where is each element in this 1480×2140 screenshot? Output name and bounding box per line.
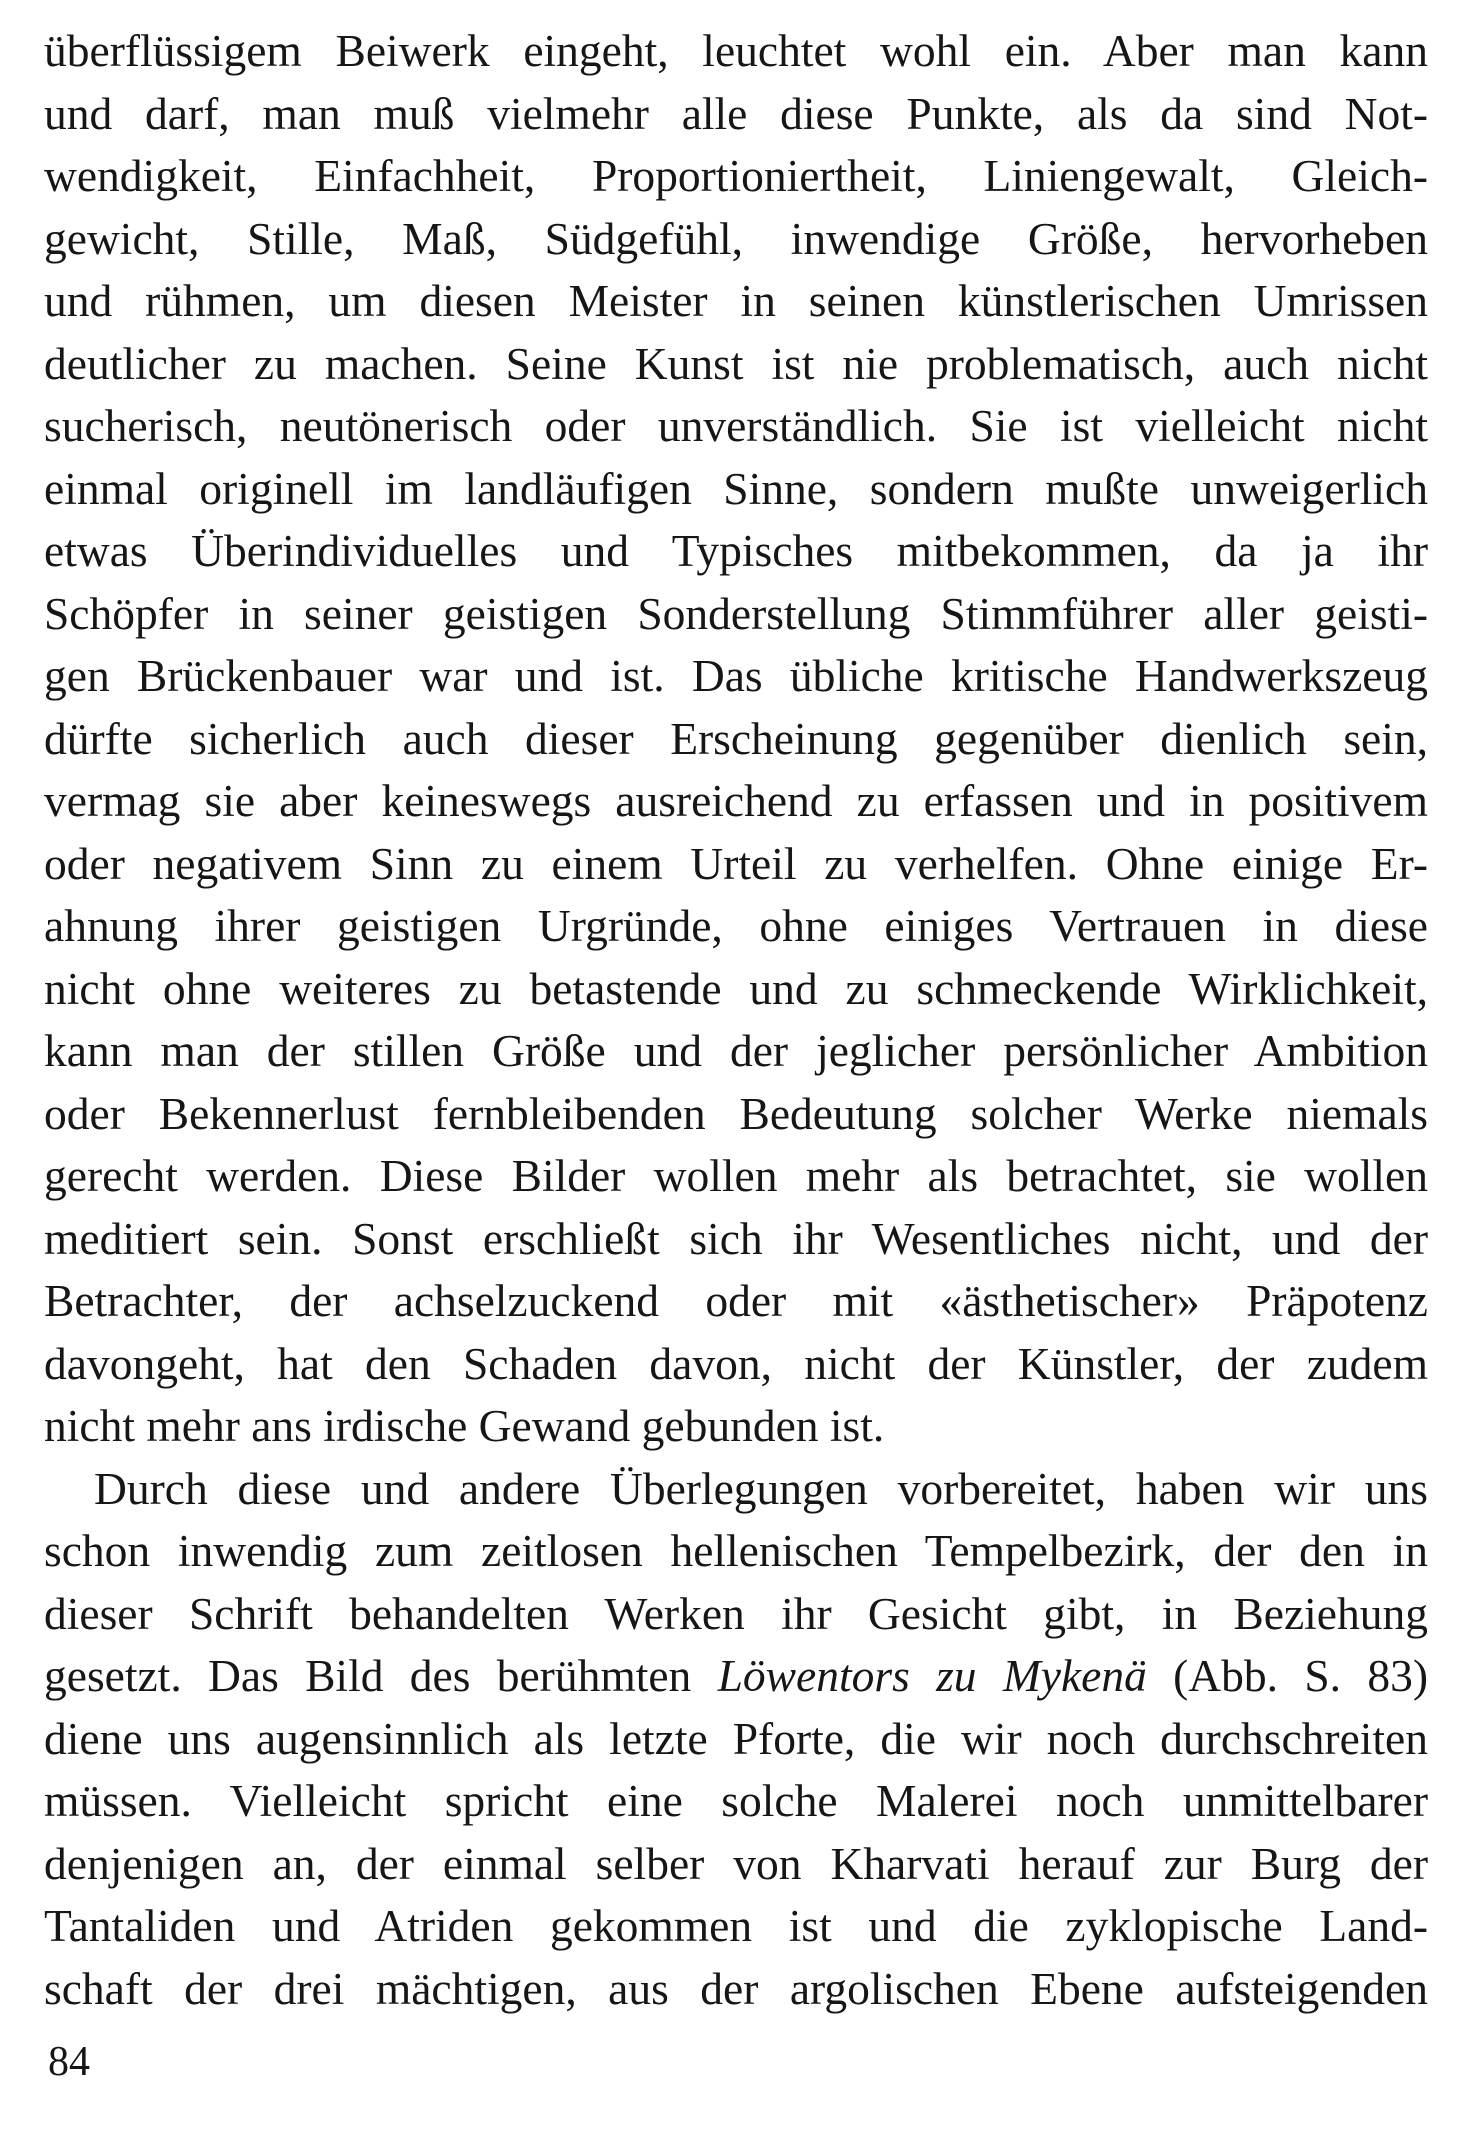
- italic-title: Löwentors zu Mykenä: [717, 1650, 1147, 1701]
- paragraph-2: [44, 1458, 1428, 2021]
- text-line: müssen. Vielleicht spricht eine solche Malerei noch unmittelbarer: [44, 1775, 1428, 1826]
- text-line: schon inwendig zum zeitlosen hellenischen Tempelbezirk, der den in: [44, 1525, 1428, 1576]
- text-line: kann man der stillen Größe und der jeglicher persönlicher Ambition: [44, 1025, 1428, 1076]
- paragraph-1: [44, 20, 1428, 1458]
- text-line: etwas Überindividuelles und Typisches mitbekommen, da ja ihr: [44, 525, 1428, 576]
- text-line: sucherisch, neutönerisch oder unverständlich. Sie ist vielleicht nicht: [44, 400, 1428, 451]
- body-text: [44, 20, 1428, 2020]
- text-line: und rühmen, um diesen Meister in seinen künstlerischen Umrissen: [44, 275, 1428, 326]
- text-line: nicht mehr ans irdische Gewand gebunden ist.: [44, 1400, 885, 1451]
- text-line: gen Brückenbauer war und ist. Das übliche kritische Handwerkszeug: [44, 650, 1428, 701]
- text-line: dieser Schrift behandelten Werken ihr Gesicht gibt, in Beziehung: [44, 1587, 1428, 1639]
- text-line: gewicht, Stille, Maß, Südgefühl, inwendige Größe, hervorheben: [44, 212, 1428, 264]
- text-line: dürfte sicherlich auch dieser Erscheinung gegenüber dienlich sein,: [44, 712, 1428, 764]
- text-line: davongeht, hat den Schaden davon, nicht der Künstler, der zudem: [44, 1337, 1428, 1389]
- text-line: gerecht werden. Diese Bilder wollen mehr als betrachtet, sie wollen: [44, 1150, 1428, 1201]
- page-number: 84: [48, 2039, 90, 2085]
- text-line: Tantaliden und Atriden gekommen ist und die zyklopische Land-: [44, 1900, 1428, 1951]
- text-line: einmal originell im landläufigen Sinne, sondern mußte unweigerlich: [44, 462, 1428, 514]
- text-line: deutlicher zu machen. Seine Kunst ist nie problematisch, auch nicht: [44, 337, 1428, 389]
- text-line-with-italic: [44, 1645, 1428, 1708]
- text-line: wendigkeit, Einfachheit, Proportioniertheit, Liniengewalt, Gleich-: [44, 150, 1428, 201]
- text-line: Betrachter, der achselzuckend oder mit «ästhetischer» Präpotenz: [44, 1275, 1428, 1326]
- text-line: und darf, man muß vielmehr alle diese Punkte, als da sind Not-: [44, 87, 1428, 139]
- text-run: gesetzt. Das Bild des berühmten: [44, 1650, 718, 1701]
- text-run: (Abb. S. 83): [1146, 1650, 1428, 1701]
- text-line: nicht ohne weiteres zu betastende und zu schmeckende Wirklichkeit,: [44, 962, 1428, 1014]
- text-line: Durch diese und andere Überlegungen vorbereitet, haben wir uns: [94, 1462, 1428, 1514]
- text-line: denjenigen an, der einmal selber von Kharvati herauf zur Burg der: [44, 1837, 1428, 1889]
- text-line: überflüssigem Beiwerk eingeht, leuchtet wohl ein. Aber man kann: [44, 25, 1428, 76]
- text-line: oder Bekennerlust fernbleibenden Bedeutung solcher Werke niemals: [44, 1087, 1428, 1139]
- text-line: Schöpfer in seiner geistigen Sonderstellung Stimmführer aller geisti-: [44, 587, 1428, 639]
- text-line: oder negativem Sinn zu einem Urteil zu verhelfen. Ohne einige Er-: [44, 837, 1428, 889]
- text-line: vermag sie aber keineswegs ausreichend zu erfassen und in positivem: [44, 775, 1428, 826]
- text-line: diene uns augensinnlich als letzte Pforte, die wir noch durchschreiten: [44, 1712, 1428, 1764]
- text-line: meditiert sein. Sonst erschließt sich ihr Wesentliches nicht, und der: [44, 1212, 1428, 1264]
- text-line: ahnung ihrer geistigen Urgründe, ohne einiges Vertrauen in diese: [44, 900, 1428, 951]
- text-line: schaft der drei mächtigen, aus der argolischen Ebene aufsteigenden: [44, 1962, 1428, 2014]
